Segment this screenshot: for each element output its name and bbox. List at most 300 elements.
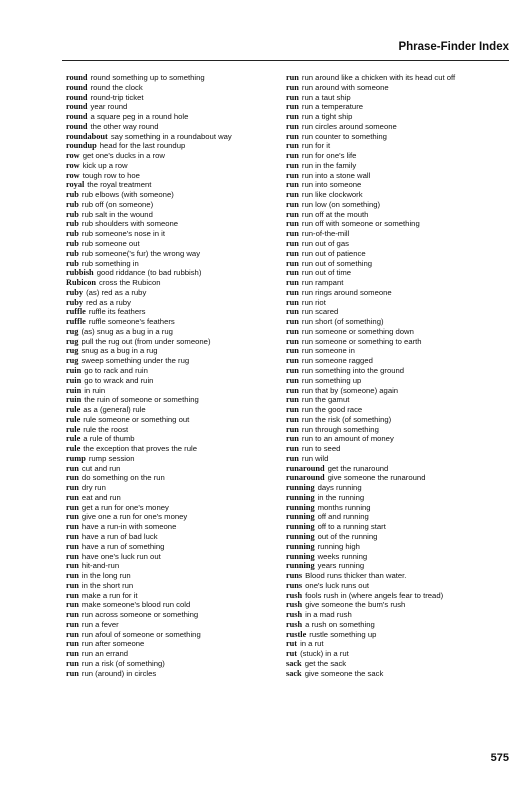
index-phrase: run the good race <box>301 405 363 415</box>
index-entry <box>66 473 288 483</box>
index-phrase: rub shoulders with someone <box>81 219 179 229</box>
index-entry <box>66 659 288 669</box>
index-keyword: rut <box>286 649 298 659</box>
index-keyword: ruin <box>66 365 82 375</box>
index-phrase: run out of something <box>301 258 373 268</box>
index-column-left <box>66 73 288 678</box>
index-phrase: fools rush in (where angels fear to tread) <box>305 590 444 600</box>
index-entry <box>66 141 288 151</box>
index-phrase: (stuck) in a rut <box>300 649 349 659</box>
index-entry <box>66 454 288 464</box>
index-phrase: run a taut ship <box>301 92 351 102</box>
index-entry <box>286 190 508 200</box>
index-entry <box>66 620 288 630</box>
index-entry <box>66 346 288 356</box>
index-keyword: run <box>286 317 299 327</box>
index-phrase: get a run for one's money <box>81 502 169 512</box>
index-phrase: run the gamut <box>301 395 350 405</box>
index-keyword: rub <box>66 219 79 229</box>
index-keyword: run <box>286 73 299 82</box>
index-entry <box>66 395 288 405</box>
index-phrase: snug as a bug in a rug <box>81 346 158 356</box>
index-phrase: make a run for it <box>81 590 138 600</box>
index-phrase: run around like a chicken with its head cut off <box>301 73 456 82</box>
index-entry <box>66 317 288 327</box>
index-phrase: (as) red as a ruby <box>86 287 147 297</box>
index-phrase: run low (on something) <box>301 199 381 209</box>
index-keyword: run <box>286 180 299 190</box>
index-phrase: as a (general) rule <box>83 405 146 415</box>
index-keyword: run <box>286 326 299 336</box>
index-phrase: off and running <box>317 512 369 522</box>
index-entry <box>66 219 288 229</box>
index-keyword: rub <box>66 258 79 268</box>
index-entry <box>66 151 288 161</box>
index-phrase: give someone the sack <box>304 668 384 678</box>
index-entry <box>286 415 508 425</box>
index-keyword: run <box>286 453 299 463</box>
index-keyword: rump <box>66 453 86 463</box>
index-phrase: a square peg in a round hole <box>90 112 189 122</box>
index-phrase: run out of time <box>301 268 352 278</box>
index-keyword: run <box>66 571 79 581</box>
index-phrase: run in the family <box>301 160 357 170</box>
index-phrase: ruffle someone's feathers <box>88 317 175 327</box>
index-phrase: get the sack <box>304 658 347 668</box>
index-keyword: sack <box>286 658 302 668</box>
index-entry <box>66 180 288 190</box>
index-entry <box>66 376 288 386</box>
index-phrase: run (around) in circles <box>81 668 157 678</box>
index-phrase: the other way round <box>90 121 159 131</box>
index-phrase: run after someone <box>81 639 145 649</box>
index-keyword: run <box>66 629 79 639</box>
index-keyword: run <box>286 365 299 375</box>
index-entry <box>286 239 508 249</box>
index-phrase: in a mad rush <box>305 610 352 620</box>
index-entry <box>66 630 288 640</box>
index-phrase: run something into the ground <box>301 365 405 375</box>
index-keyword: run <box>66 483 79 493</box>
index-keyword: run <box>286 356 299 366</box>
index-entry <box>66 503 288 513</box>
index-entry <box>286 473 508 483</box>
index-keyword: run <box>66 649 79 659</box>
index-entry <box>66 161 288 171</box>
index-phrase: have a run of bad luck <box>81 531 158 541</box>
index-keyword: rule <box>66 405 81 415</box>
index-entry <box>66 512 288 522</box>
index-entry <box>66 405 288 415</box>
index-phrase: one's luck runs out <box>305 580 369 590</box>
index-entry <box>66 600 288 610</box>
index-phrase: run someone ragged <box>301 356 373 366</box>
index-keyword: run <box>66 522 79 532</box>
index-phrase: run through something <box>301 424 379 434</box>
index-entry <box>66 356 288 366</box>
index-keyword: run <box>286 444 299 454</box>
index-entry <box>286 591 508 601</box>
index-phrase: (as) snug as a bug in a rug <box>81 326 173 336</box>
index-phrase: cut and run <box>81 463 121 473</box>
index-phrase: have a run-in with someone <box>81 522 177 532</box>
index-phrase: in the running <box>317 492 365 502</box>
index-entry <box>66 132 288 142</box>
index-keyword: run <box>66 668 79 678</box>
index-phrase: run across someone or something <box>81 610 199 620</box>
index-phrase: say something in a roundabout way <box>110 131 232 141</box>
index-phrase: run-of-the-mill <box>301 229 350 239</box>
index-keyword: roundabout <box>66 131 108 141</box>
index-entry <box>66 307 288 317</box>
index-phrase: run a tight ship <box>301 112 353 122</box>
index-column-right <box>286 73 508 678</box>
index-keyword: running <box>286 561 315 571</box>
index-phrase: have one's luck run out <box>81 551 161 561</box>
index-phrase: run rampant <box>301 278 344 288</box>
index-keyword: run <box>286 199 299 209</box>
index-keyword: run <box>286 141 299 151</box>
index-phrase: Blood runs thicker than water. <box>305 571 407 581</box>
index-entry <box>66 171 288 181</box>
index-keyword: rut <box>286 639 298 649</box>
index-keyword: run <box>286 229 299 239</box>
index-phrase: run into someone <box>301 180 362 190</box>
index-keyword: run <box>66 551 79 561</box>
page-number: 575 <box>490 752 509 764</box>
index-phrase: red as a ruby <box>86 297 131 307</box>
index-entry <box>66 366 288 376</box>
index-keyword: rush <box>286 610 303 620</box>
index-keyword: running <box>286 551 315 561</box>
index-phrase: rub salt in the wound <box>81 209 153 219</box>
index-keyword: ruin <box>66 395 82 405</box>
index-keyword: run <box>286 102 299 112</box>
index-keyword: run <box>66 590 79 600</box>
index-entry <box>286 83 508 93</box>
index-phrase: weeks running <box>317 551 368 561</box>
index-keyword: run <box>286 121 299 131</box>
index-phrase: rule someone or something out <box>83 414 190 424</box>
index-entry <box>66 327 288 337</box>
index-keyword: run <box>66 531 79 541</box>
index-phrase: out of the running <box>317 531 378 541</box>
index-entry <box>66 464 288 474</box>
index-entry <box>286 454 508 464</box>
index-entry <box>286 268 508 278</box>
index-entry <box>66 639 288 649</box>
index-phrase: run someone or something to earth <box>301 336 422 346</box>
index-keyword: run <box>286 434 299 444</box>
index-phrase: in a rut <box>300 639 324 649</box>
index-keyword: ruin <box>66 385 82 395</box>
index-entry <box>286 317 508 327</box>
index-phrase: run for it <box>301 141 331 151</box>
index-keyword: run <box>286 209 299 219</box>
index-entry <box>66 83 288 93</box>
index-keyword: run <box>286 82 299 92</box>
index-entry <box>286 229 508 239</box>
index-entry <box>286 161 508 171</box>
index-entry <box>286 288 508 298</box>
index-entry <box>66 571 288 581</box>
index-entry <box>66 249 288 259</box>
index-phrase: have a run of something <box>81 541 165 551</box>
index-keyword: ruin <box>66 375 82 385</box>
index-keyword: run <box>66 492 79 502</box>
index-phrase: rule the roost <box>83 424 129 434</box>
index-phrase: run to an amount of money <box>301 434 394 444</box>
index-entry <box>66 493 288 503</box>
index-keyword: run <box>66 619 79 629</box>
index-keyword: run <box>286 219 299 229</box>
index-phrase: run a risk (of something) <box>81 658 165 668</box>
index-phrase: a rush on something <box>305 619 375 629</box>
index-phrase: get the runaround <box>327 463 389 473</box>
index-keyword: round <box>66 121 88 131</box>
index-entry <box>286 620 508 630</box>
index-entry <box>66 298 288 308</box>
index-phrase: the ruin of someone or something <box>84 395 199 405</box>
index-entry <box>286 210 508 220</box>
index-entry <box>66 581 288 591</box>
index-entry <box>66 259 288 269</box>
index-entry <box>66 669 288 679</box>
index-keyword: rub <box>66 190 79 200</box>
index-entry <box>286 600 508 610</box>
index-phrase: hit-and-run <box>81 561 120 571</box>
index-phrase: rustle something up <box>309 629 377 639</box>
index-entry <box>286 102 508 112</box>
index-entry <box>286 444 508 454</box>
index-entry <box>286 610 508 620</box>
index-entry <box>286 649 508 659</box>
index-keyword: run <box>66 541 79 551</box>
index-entry <box>286 522 508 532</box>
index-entry <box>66 190 288 200</box>
index-entry <box>66 552 288 562</box>
index-entry <box>286 395 508 405</box>
index-entry <box>66 229 288 239</box>
index-phrase: rub something in <box>81 258 139 268</box>
index-phrase: the exception that proves the rule <box>83 444 197 454</box>
index-phrase: run counter to something <box>301 131 387 141</box>
index-keyword: rug <box>66 346 79 356</box>
index-keyword: row <box>66 151 80 161</box>
index-phrase: run wild <box>301 453 329 463</box>
index-keyword: ruffle <box>66 317 86 327</box>
index-keyword: rule <box>66 444 81 454</box>
index-keyword: run <box>286 297 299 307</box>
index-entry <box>286 327 508 337</box>
index-entry <box>66 73 288 83</box>
index-phrase: run off with someone or something <box>301 219 420 229</box>
index-keyword: run <box>66 473 79 483</box>
index-phrase: run out of patience <box>301 248 366 258</box>
index-keyword: row <box>66 170 80 180</box>
index-phrase: run an errand <box>81 649 129 659</box>
index-phrase: rub off (on someone) <box>81 199 154 209</box>
index-entry <box>66 210 288 220</box>
index-phrase: in the short run <box>81 580 134 590</box>
index-keyword: ruby <box>66 287 84 297</box>
index-keyword: roundup <box>66 141 97 151</box>
index-phrase: run riot <box>301 297 326 307</box>
index-phrase: run to seed <box>301 444 341 454</box>
index-entry <box>286 425 508 435</box>
index-keyword: runaround <box>286 463 325 473</box>
index-keyword: run <box>286 307 299 317</box>
index-keyword: rub <box>66 199 79 209</box>
index-entry <box>66 268 288 278</box>
index-entry <box>66 112 288 122</box>
index-entry <box>286 512 508 522</box>
index-entry <box>286 503 508 513</box>
index-entry <box>66 649 288 659</box>
index-entry <box>286 132 508 142</box>
index-phrase: go to rack and ruin <box>84 365 148 375</box>
index-phrase: head for the last roundup <box>99 141 186 151</box>
index-entry <box>286 180 508 190</box>
index-phrase: rub someone('s fur) the wrong way <box>81 248 201 258</box>
index-keyword: run <box>66 463 79 473</box>
index-entry <box>286 659 508 669</box>
index-keyword: rubbish <box>66 268 94 278</box>
index-keyword: run <box>66 639 79 649</box>
index-keyword: run <box>286 414 299 424</box>
index-phrase: run like clockwork <box>301 190 363 200</box>
index-keyword: run <box>66 502 79 512</box>
header-rule <box>62 60 509 61</box>
index-entry <box>286 434 508 444</box>
index-phrase: ruffle its feathers <box>88 307 146 317</box>
index-entry <box>66 425 288 435</box>
index-entry <box>286 200 508 210</box>
index-keyword: run <box>286 385 299 395</box>
index-entry <box>286 405 508 415</box>
index-entry <box>286 639 508 649</box>
index-entry <box>286 141 508 151</box>
index-keyword: running <box>286 512 315 522</box>
index-keyword: runs <box>286 571 303 581</box>
index-entry <box>286 483 508 493</box>
index-entry <box>66 93 288 103</box>
index-phrase: run that by (someone) again <box>301 385 399 395</box>
index-phrase: sweep something under the rug <box>81 356 190 366</box>
index-keyword: round <box>66 92 88 102</box>
index-entry <box>66 610 288 620</box>
index-entry <box>286 307 508 317</box>
index-phrase: off to a running start <box>317 522 386 532</box>
index-phrase: run someone or something down <box>301 326 414 336</box>
index-phrase: go to wrack and ruin <box>84 375 154 385</box>
index-phrase: run short (of something) <box>301 317 384 327</box>
index-keyword: Rubicon <box>66 278 96 288</box>
index-entry <box>286 112 508 122</box>
index-keyword: runaround <box>286 473 325 483</box>
index-keyword: run <box>286 170 299 180</box>
index-phrase: running high <box>317 541 360 551</box>
index-keyword: rule <box>66 434 81 444</box>
index-keyword: sack <box>286 668 302 678</box>
index-keyword: rustle <box>286 629 307 639</box>
index-entry <box>286 493 508 503</box>
index-phrase: tough row to hoe <box>82 170 140 180</box>
index-keyword: run <box>66 561 79 571</box>
index-keyword: royal <box>66 180 85 190</box>
index-entry <box>66 415 288 425</box>
index-phrase: years running <box>317 561 365 571</box>
index-phrase: good riddance (to bad rubbish) <box>96 268 202 278</box>
index-phrase: round something up to something <box>90 73 205 82</box>
index-entry <box>66 386 288 396</box>
index-phrase: rump session <box>88 453 135 463</box>
index-phrase: run someone in <box>301 346 355 356</box>
index-keyword: run <box>66 658 79 668</box>
index-phrase: dry run <box>81 483 106 493</box>
index-keyword: rub <box>66 209 79 219</box>
index-keyword: run <box>286 346 299 356</box>
index-entry <box>286 249 508 259</box>
index-entry <box>286 93 508 103</box>
index-keyword: running <box>286 541 315 551</box>
index-phrase: run a temperature <box>301 102 364 112</box>
index-entry <box>66 239 288 249</box>
index-entry <box>286 581 508 591</box>
index-phrase: rub someone's nose in it <box>81 229 166 239</box>
index-entry <box>66 532 288 542</box>
index-keyword: run <box>286 131 299 141</box>
index-keyword: run <box>286 424 299 434</box>
index-keyword: rub <box>66 229 79 239</box>
index-phrase: round the clock <box>90 82 143 92</box>
index-keyword: runs <box>286 580 303 590</box>
index-phrase: run for one's life <box>301 151 357 161</box>
index-entry <box>286 376 508 386</box>
index-phrase: the royal treatment <box>87 180 152 190</box>
index-keyword: round <box>66 73 88 82</box>
index-entry <box>286 552 508 562</box>
index-keyword: running <box>286 492 315 502</box>
index-keyword: running <box>286 502 315 512</box>
index-phrase: give one a run for one's money <box>81 512 188 522</box>
index-keyword: run <box>286 160 299 170</box>
index-phrase: run circles around someone <box>301 121 397 131</box>
index-phrase: run into a stone wall <box>301 170 371 180</box>
index-entry <box>66 337 288 347</box>
index-keyword: rule <box>66 424 81 434</box>
index-entry <box>286 571 508 581</box>
index-keyword: run <box>66 610 79 620</box>
index-keyword: round <box>66 82 88 92</box>
index-phrase: run the risk (of something) <box>301 414 392 424</box>
index-entry <box>66 591 288 601</box>
index-keyword: run <box>66 580 79 590</box>
index-entry <box>66 434 288 444</box>
index-keyword: run <box>286 258 299 268</box>
index-phrase: round-trip ticket <box>90 92 144 102</box>
index-keyword: run <box>286 278 299 288</box>
index-keyword: rush <box>286 600 303 610</box>
index-phrase: run off at the mouth <box>301 209 369 219</box>
index-phrase: run scared <box>301 307 339 317</box>
index-keyword: run <box>286 287 299 297</box>
index-phrase: do something on the run <box>81 473 165 483</box>
index-entry <box>286 298 508 308</box>
index-phrase: rub someone out <box>81 239 140 249</box>
index-phrase: cross the Rubicon <box>98 278 161 288</box>
index-phrase: year round <box>90 102 128 112</box>
